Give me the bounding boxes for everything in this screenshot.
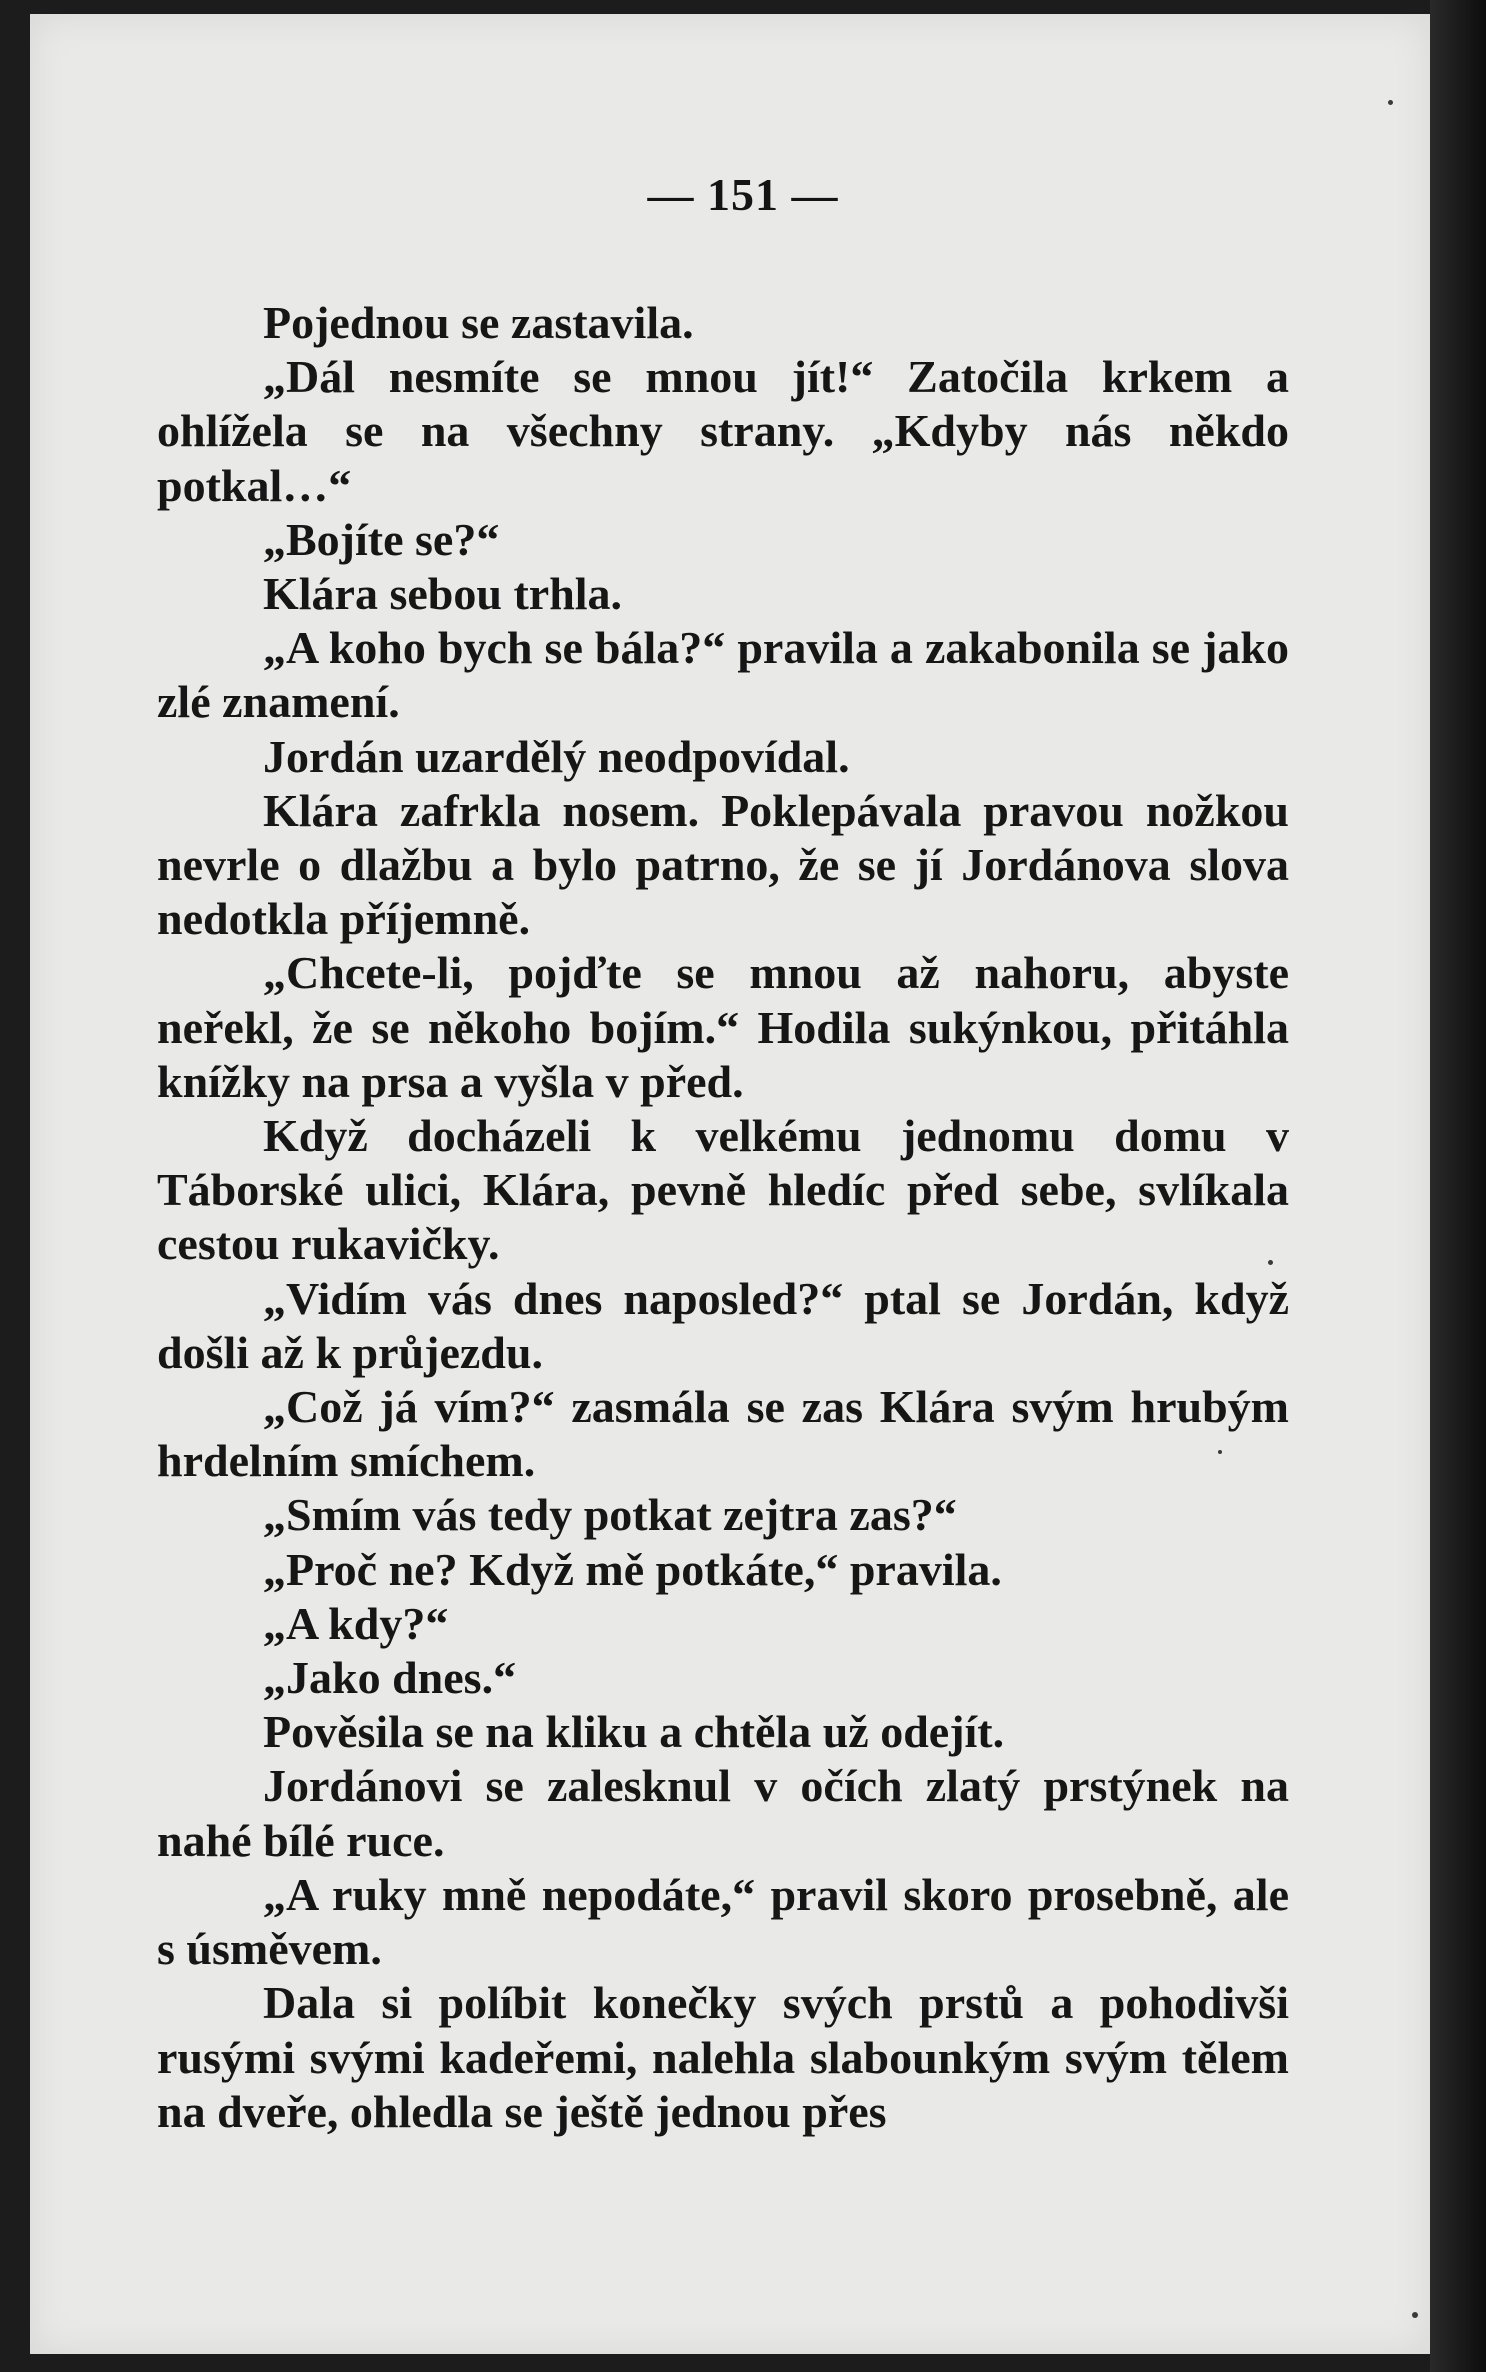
paragraph: „Smím vás tedy potkat zejtra zas?“ [263,1489,957,1541]
paragraph: „Což já vím?“ zasmála se zas Klára svým hrubým hrdelním smíchem. [157,1381,1289,1487]
paragraph: „Chcete-li, pojďte se mnou až nahoru, abyste neřekl, že se někoho bojím.“ Hodila sukýnkou, přitáhla knížky na prsa a vyšla v před. [157,947,1289,1107]
paragraph: Pověsila se na kliku a chtěla už odejít. [263,1706,1005,1758]
paragraph: Jordánovi se zalesknul v očích zlatý prstýnek na nahé bílé ruce. [157,1760,1289,1866]
paragraph: „A kdy?“ [263,1597,449,1649]
paragraph: Klára zafrkla nosem. Poklepávala pravou nožkou nevrle o dlažbu a bylo patrno, že se jí Jordánova slova nedotkla příjemně. [157,784,1289,945]
paragraph: „Jako dnes.“ [263,1652,517,1704]
page-edge-shadow [1430,0,1486,2372]
paragraph: Klára sebou trhla. [263,568,623,620]
paragraph: „A ruky mně nepodáte,“ pravil skoro prosebně, ale s úsměvem. [157,1868,1289,1975]
paragraph: „Bojíte se?“ [263,513,500,565]
paragraph: Dala si políbit konečky svých prstů a pohodivši rusými svými kadeřemi, nalehla slabounkým svým tělem na dveře, ohledla se ještě jednou přes [157,1977,1289,2137]
scan-speck [1268,1260,1273,1265]
page-number: — 151 — [647,169,839,220]
scan-speck [1218,1450,1222,1454]
scan-speck [1412,2312,1418,2318]
body-text [157,296,1289,2139]
paragraph: „A koho bych se bála?“ pravila a zakabonila se jako zlé znamení. [157,622,1289,728]
paragraph: Jordán uzardělý neodpovídal. [263,730,850,782]
paragraph: „Dál nesmíte se mnou jít!“ Zatočila krkem a ohlížela se na všechny strany. „Kdyby nás někdo potkal…“ [157,351,1289,511]
paragraph: „Vidím vás dnes naposled?“ ptal se Jordán, když došli až k průjezdu. [157,1272,1289,1378]
scan-speck [1388,100,1393,105]
paragraph: Když docházeli k velkému jednomu domu v Táborské ulici, Klára, pevně hledíc před sebe, svlíkala cestou rukavičky. [157,1110,1289,1270]
paragraph: „Proč ne? Když mě potkáte,“ pravila. [263,1543,1002,1595]
paragraph: Pojednou se zastavila. [263,297,694,348]
